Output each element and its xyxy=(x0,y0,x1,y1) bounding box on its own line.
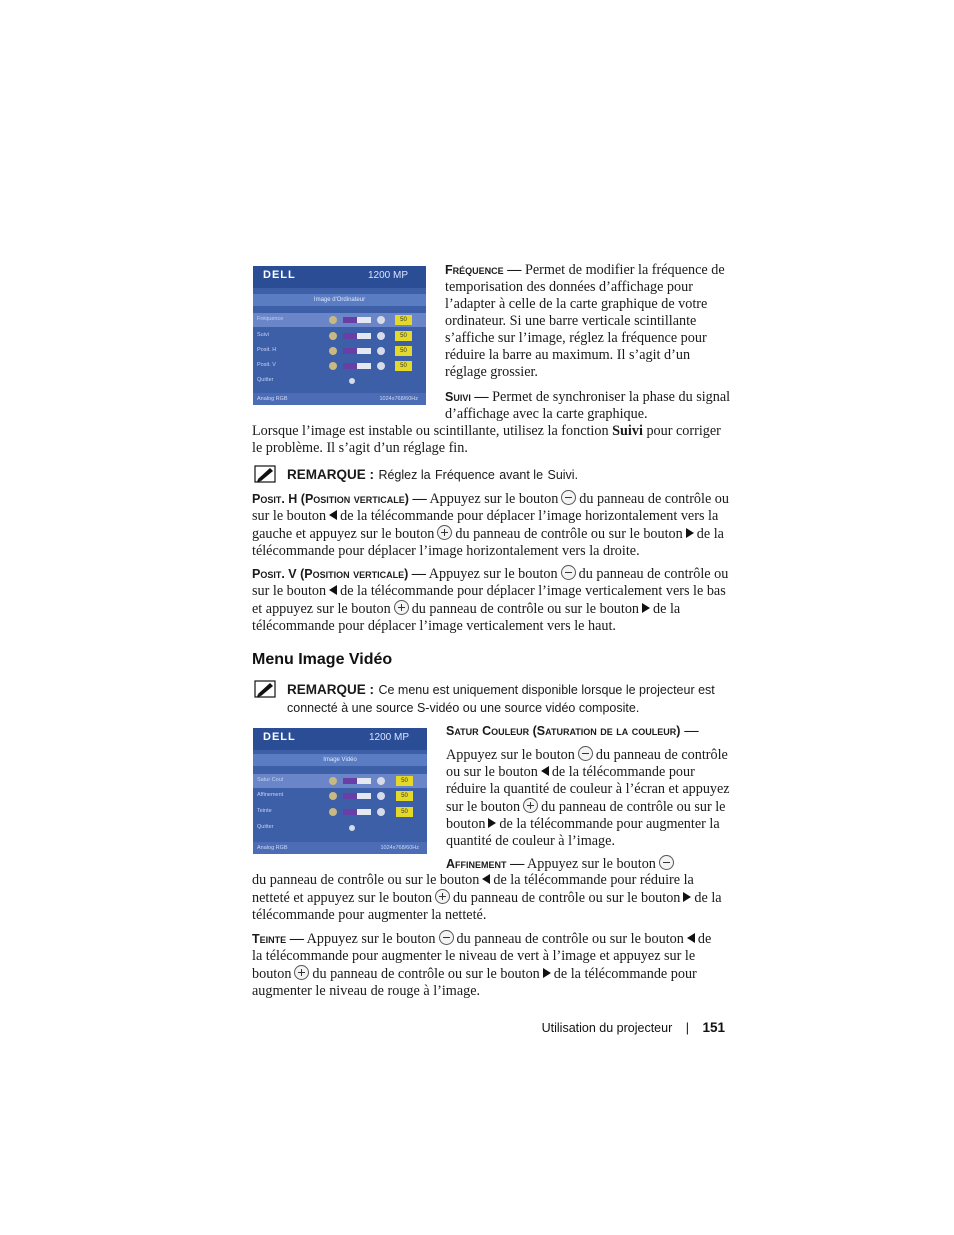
dash: — xyxy=(507,262,522,278)
dash: — xyxy=(412,491,427,507)
dash: — xyxy=(684,723,699,739)
osd-row-label: Quitter xyxy=(257,824,274,830)
osd-model: 1200 MP xyxy=(368,732,409,743)
osd-value: 50 xyxy=(396,807,413,817)
text: du panneau de contrôle ou sur le bouton xyxy=(252,872,480,888)
dash: — xyxy=(411,566,426,582)
term-frequence: Fréquence xyxy=(445,263,504,277)
left-arrow-icon xyxy=(482,874,490,884)
note-label: REMARQUE : xyxy=(287,467,374,482)
term-suivi: Suivi xyxy=(445,390,471,404)
term-posit-h: Posit. H (Position verticale) xyxy=(252,492,409,506)
term-posit-v: Posit. V (Position verticale) xyxy=(252,567,409,581)
setting-icon xyxy=(329,808,337,816)
osd-row-label: Fréquence xyxy=(257,316,284,322)
setting-icon xyxy=(329,792,337,800)
text: de la télécommande pour augmenter le niveau de rouge à l’image. xyxy=(252,966,697,999)
text: de la télécommande pour réduire la quantité de couleur à l’écran et appuyez sur le bouton xyxy=(446,764,730,815)
osd-bar xyxy=(343,809,371,815)
plus-button-icon xyxy=(523,798,538,813)
osd-row xyxy=(253,774,427,788)
left-arrow-icon xyxy=(687,933,695,943)
text: Appuyez sur le bouton xyxy=(446,747,575,763)
page-number: 151 xyxy=(702,1020,725,1035)
right-arrow-icon xyxy=(642,603,650,613)
dash: — xyxy=(510,856,525,872)
text: du panneau de contrôle ou sur le bouton xyxy=(455,526,683,542)
left-arrow-icon xyxy=(329,585,337,595)
left-arrow-icon xyxy=(329,510,337,520)
plus-button-icon xyxy=(394,600,409,615)
osd-row-label: Satur Coul xyxy=(257,777,283,783)
dash: — xyxy=(289,931,304,947)
text: Appuyez sur le bouton xyxy=(306,931,436,947)
osd-footer xyxy=(253,393,426,405)
text: de la télécommande pour réduire la netteté et appuyez sur le bouton xyxy=(252,872,694,906)
osd-row xyxy=(253,805,427,819)
osd-resolution: 1024x768/60Hz xyxy=(379,396,418,402)
osd-row xyxy=(253,374,426,388)
osd-value: 50 xyxy=(395,361,412,371)
osd-row-label: Affinement xyxy=(257,792,284,798)
osd-row-label: Posit. V xyxy=(257,362,276,368)
plus-button-icon xyxy=(437,525,452,540)
text: de la télécommande pour augmenter la quantité de couleur à l’image. xyxy=(446,816,720,849)
footer-separator: | xyxy=(685,1021,689,1035)
osd-value: 50 xyxy=(396,791,413,801)
osd-source: Analog RGB xyxy=(257,396,288,402)
text: du panneau de contrôle ou sur le bouton xyxy=(446,799,726,832)
text: du panneau de contrôle ou sur le bouton xyxy=(252,566,729,599)
note-pencil-icon xyxy=(254,680,276,698)
osd-body xyxy=(253,288,426,405)
minus-button-icon xyxy=(578,746,593,761)
setting-icon xyxy=(329,316,337,324)
osd-row xyxy=(253,359,426,373)
right-arrow-icon xyxy=(543,968,551,978)
setting-icon xyxy=(377,777,385,785)
right-arrow-icon xyxy=(686,528,694,538)
frequence-paragraph xyxy=(445,262,735,381)
osd-bar-fill xyxy=(343,348,357,354)
osd-row-label: Teinte xyxy=(257,808,272,814)
dash: — xyxy=(474,389,489,405)
minus-button-icon xyxy=(561,490,576,505)
plus-button-icon xyxy=(294,965,309,980)
osd-row xyxy=(253,344,426,358)
teinte-paragraph xyxy=(252,930,722,1000)
text: Appuyez sur le bouton xyxy=(527,856,656,872)
text: de la télécommande pour déplacer l’image verticalement vers le haut. xyxy=(252,601,681,634)
setting-icon xyxy=(329,362,337,370)
osd-title: Image d'Ordinateur xyxy=(253,294,426,306)
osd-row-label: Suivi xyxy=(257,332,269,338)
text: du panneau de contrôle ou sur le bouton xyxy=(456,931,684,947)
note-label: REMARQUE : xyxy=(287,682,374,697)
osd-bar-fill xyxy=(343,793,357,799)
right-arrow-icon xyxy=(683,892,691,902)
text: de la télécommande pour déplacer l’image horizontalement vers la gauche et appuyez sur le bouton xyxy=(252,508,719,542)
left-arrow-icon xyxy=(541,766,549,776)
osd-bar xyxy=(343,363,371,369)
note-remarque-frequence xyxy=(287,466,737,484)
osd-value: 50 xyxy=(395,315,412,325)
osd-bar xyxy=(343,778,371,784)
dell-logo: DELL xyxy=(263,731,296,743)
text: de la télécommande pour augmenter le niveau de vert à l’image et appuyez sur le bouton xyxy=(252,931,712,982)
text: du panneau de contrôle ou sur le bouton xyxy=(312,966,540,982)
osd-bar-fill xyxy=(343,809,357,815)
osd-header xyxy=(253,728,427,750)
osd-header xyxy=(253,266,426,288)
osd-row xyxy=(253,821,427,835)
osd-value: 50 xyxy=(395,331,412,341)
text: du panneau de contrôle ou sur le bouton xyxy=(252,491,729,524)
minus-button-icon xyxy=(561,565,576,580)
osd-screenshot-computer-image xyxy=(253,266,426,405)
text: du panneau de contrôle ou sur le bouton xyxy=(446,747,728,780)
exit-icon xyxy=(349,378,355,384)
osd-body xyxy=(253,750,427,854)
osd-row xyxy=(253,313,426,327)
osd-resolution: 1024x768/60Hz xyxy=(380,845,419,851)
osd-row-label: Quitter xyxy=(257,377,274,383)
text: Réglez la xyxy=(378,468,431,482)
osd-row xyxy=(253,329,426,343)
dell-logo: DELL xyxy=(263,269,296,281)
term-teinte: Teinte xyxy=(252,932,287,946)
osd-bar-fill xyxy=(343,363,357,369)
satur-paragraph xyxy=(446,746,736,850)
osd-footer xyxy=(253,842,427,854)
osd-model: 1200 MP xyxy=(367,270,408,281)
setting-icon xyxy=(377,316,385,324)
text: du panneau de contrôle ou sur le bouton xyxy=(453,890,681,906)
osd-value: 50 xyxy=(395,346,412,356)
text: du panneau de contrôle ou sur le bouton xyxy=(411,601,640,617)
text: de la télécommande pour augmenter la netteté. xyxy=(252,890,722,923)
right-arrow-icon xyxy=(488,818,496,828)
text-suivi: Suivi xyxy=(547,468,575,482)
affinement-head xyxy=(446,855,736,873)
setting-icon xyxy=(329,332,337,340)
posit-h-paragraph xyxy=(252,490,736,560)
term-affinement: Affinement xyxy=(446,857,507,871)
text: Lorsque l’image est instable ou scintillante, utilisez la fonction xyxy=(252,423,609,439)
setting-icon xyxy=(377,792,385,800)
bold-suivi: Suivi xyxy=(612,423,643,439)
setting-icon xyxy=(377,347,385,355)
minus-button-icon xyxy=(439,930,454,945)
posit-v-paragraph xyxy=(252,565,736,635)
setting-icon xyxy=(329,777,337,785)
text-frequence: Fréquence xyxy=(435,468,495,482)
text: Appuyez sur le bouton xyxy=(428,566,558,582)
setting-icon xyxy=(329,347,337,355)
section-heading: Menu Image Vidéo xyxy=(252,651,393,668)
osd-bar xyxy=(343,348,371,354)
suivi-text: Permet de synchroniser la phase du signal d’affichage avec la carte graphique. xyxy=(445,389,731,422)
suivi-paragraph xyxy=(445,389,735,423)
text: pour corriger le problème. Il s’agit d’un réglage fin. xyxy=(252,423,721,456)
setting-icon xyxy=(377,332,385,340)
footer-section-title: Utilisation du projecteur xyxy=(541,1021,673,1035)
minus-button-icon xyxy=(659,855,674,870)
osd-bar-fill xyxy=(343,333,357,339)
osd-row-label: Posit. H xyxy=(257,347,277,353)
satur-term xyxy=(446,722,736,740)
osd-source: Analog RGB xyxy=(257,845,288,851)
note-remarque-video xyxy=(287,681,727,717)
text: . xyxy=(574,468,579,482)
suivi-continuation xyxy=(252,423,734,457)
note-pencil-icon xyxy=(254,465,276,483)
osd-bar-fill xyxy=(343,778,357,784)
osd-screenshot-video-image xyxy=(253,728,427,854)
setting-icon xyxy=(377,362,385,370)
osd-bar xyxy=(343,333,371,339)
exit-icon xyxy=(349,825,355,831)
text: Ce menu est uniquement disponible lorsque le projecteur est connecté à une source S-vidéo ou une source vidéo composite. xyxy=(287,683,715,715)
affinement-paragraph xyxy=(252,872,722,924)
osd-title: Image Vidéo xyxy=(253,754,427,766)
text: Appuyez sur le bouton xyxy=(429,491,559,507)
frequence-text: Permet de modifier la fréquence de temporisation des données d’affichage pour l’adapter à celle de la carte graphique de votre ordinateur. Si une barre verticale scintillante s’affiche sur l’image, réglez la fréquence pour réduire la barre au maximum. Il s’agit d’un réglage grossier. xyxy=(445,262,725,380)
plus-button-icon xyxy=(435,889,450,904)
page-footer xyxy=(470,1020,725,1035)
term-satur-couleur: Satur Couleur (Saturation de la couleur) xyxy=(446,724,681,738)
text: avant le xyxy=(499,468,544,482)
setting-icon xyxy=(377,808,385,816)
osd-row xyxy=(253,789,427,803)
text: de la télécommande pour déplacer l’image horizontalement vers la droite. xyxy=(252,526,724,559)
text: de la télécommande pour déplacer l’image verticalement vers le bas et appuyez sur le bouton xyxy=(252,583,726,617)
osd-bar xyxy=(343,317,371,323)
osd-bar-fill xyxy=(343,317,357,323)
osd-bar xyxy=(343,793,371,799)
osd-value: 50 xyxy=(396,776,413,786)
